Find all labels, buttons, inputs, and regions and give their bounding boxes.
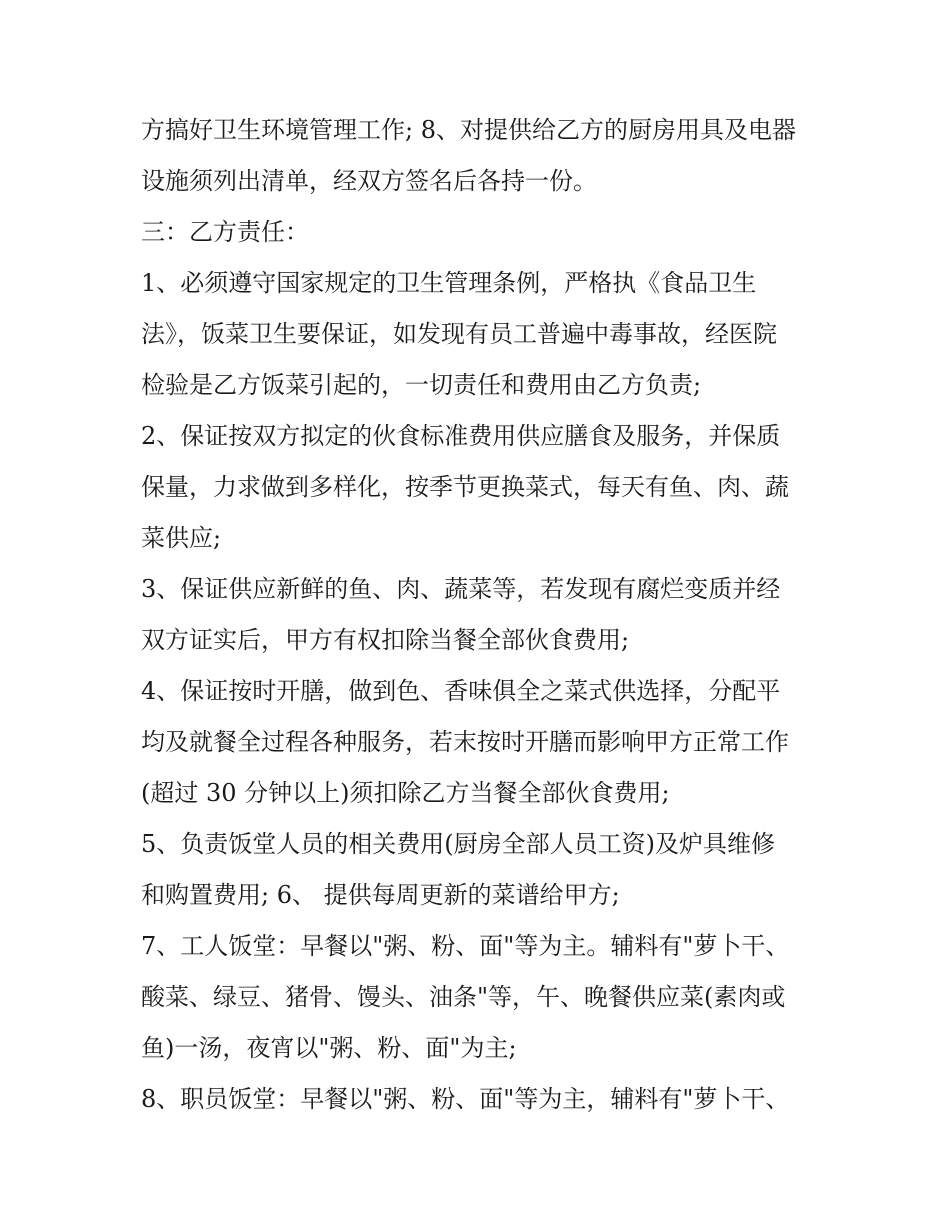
- text-line: 鱼)一汤，夜宵以"粥、粉、面"为主;: [141, 1034, 517, 1062]
- text-line: 法》，饭菜卫生要保证，如发现有员工普遍中毒事故，经医院: [141, 320, 777, 348]
- text-line: (超过 30 分钟以上)须扣除乙方当餐全部伙食费用;: [141, 779, 670, 807]
- text-line: 3、保证供应新鲜的鱼、肉、蔬菜等，若发现有腐烂变质并经: [141, 575, 781, 603]
- text-line: 方搞好卫生环境管理工作; 8、对提供给乙方的厨房用具及电器: [141, 116, 796, 144]
- text-line: 双方证实后，甲方有权扣除当餐全部伙食费用;: [141, 626, 630, 654]
- text-line: 和购置费用; 6、 提供每周更新的菜谱给甲方;: [141, 881, 620, 909]
- text-line: 设施须列出清单，经双方签名后各持一份。: [141, 167, 597, 195]
- text-line: 2、保证按双方拟定的伙食标准费用供应膳食及服务，并保质: [141, 422, 781, 450]
- text-line: 酸菜、绿豆、猪骨、馒头、油条"等，午、晚餐供应菜(素肉或: [141, 983, 786, 1011]
- text-line: 5、负责饭堂人员的相关费用(厨房全部人员工资)及炉具维修: [141, 830, 775, 858]
- text-line: 菜供应;: [141, 524, 222, 552]
- text-line: 检验是乙方饭菜引起的，一切责任和费用由乙方负责;: [141, 371, 702, 399]
- text-line: 4、保证按时开膳，做到色、香味俱全之菜式供选择，分配平: [141, 677, 781, 705]
- text-line: 8、职员饭堂：早餐以"粥、粉、面"等为主，辅料有"萝卜干、: [141, 1085, 790, 1113]
- text-line: 1、必须遵守国家规定的卫生管理条例，严格执《食品卫生: [141, 269, 757, 297]
- section-heading: 三：乙方责任：: [141, 218, 309, 246]
- text-line: 保量，力求做到多样化，按季节更换菜式，每天有鱼、肉、蔬: [141, 473, 789, 501]
- text-line: 7、工人饭堂：早餐以"粥、粉、面"等为主。辅料有"萝卜干、: [141, 932, 790, 960]
- text-line: 均及就餐全过程各种服务，若末按时开膳而影响甲方正常工作: [141, 728, 789, 756]
